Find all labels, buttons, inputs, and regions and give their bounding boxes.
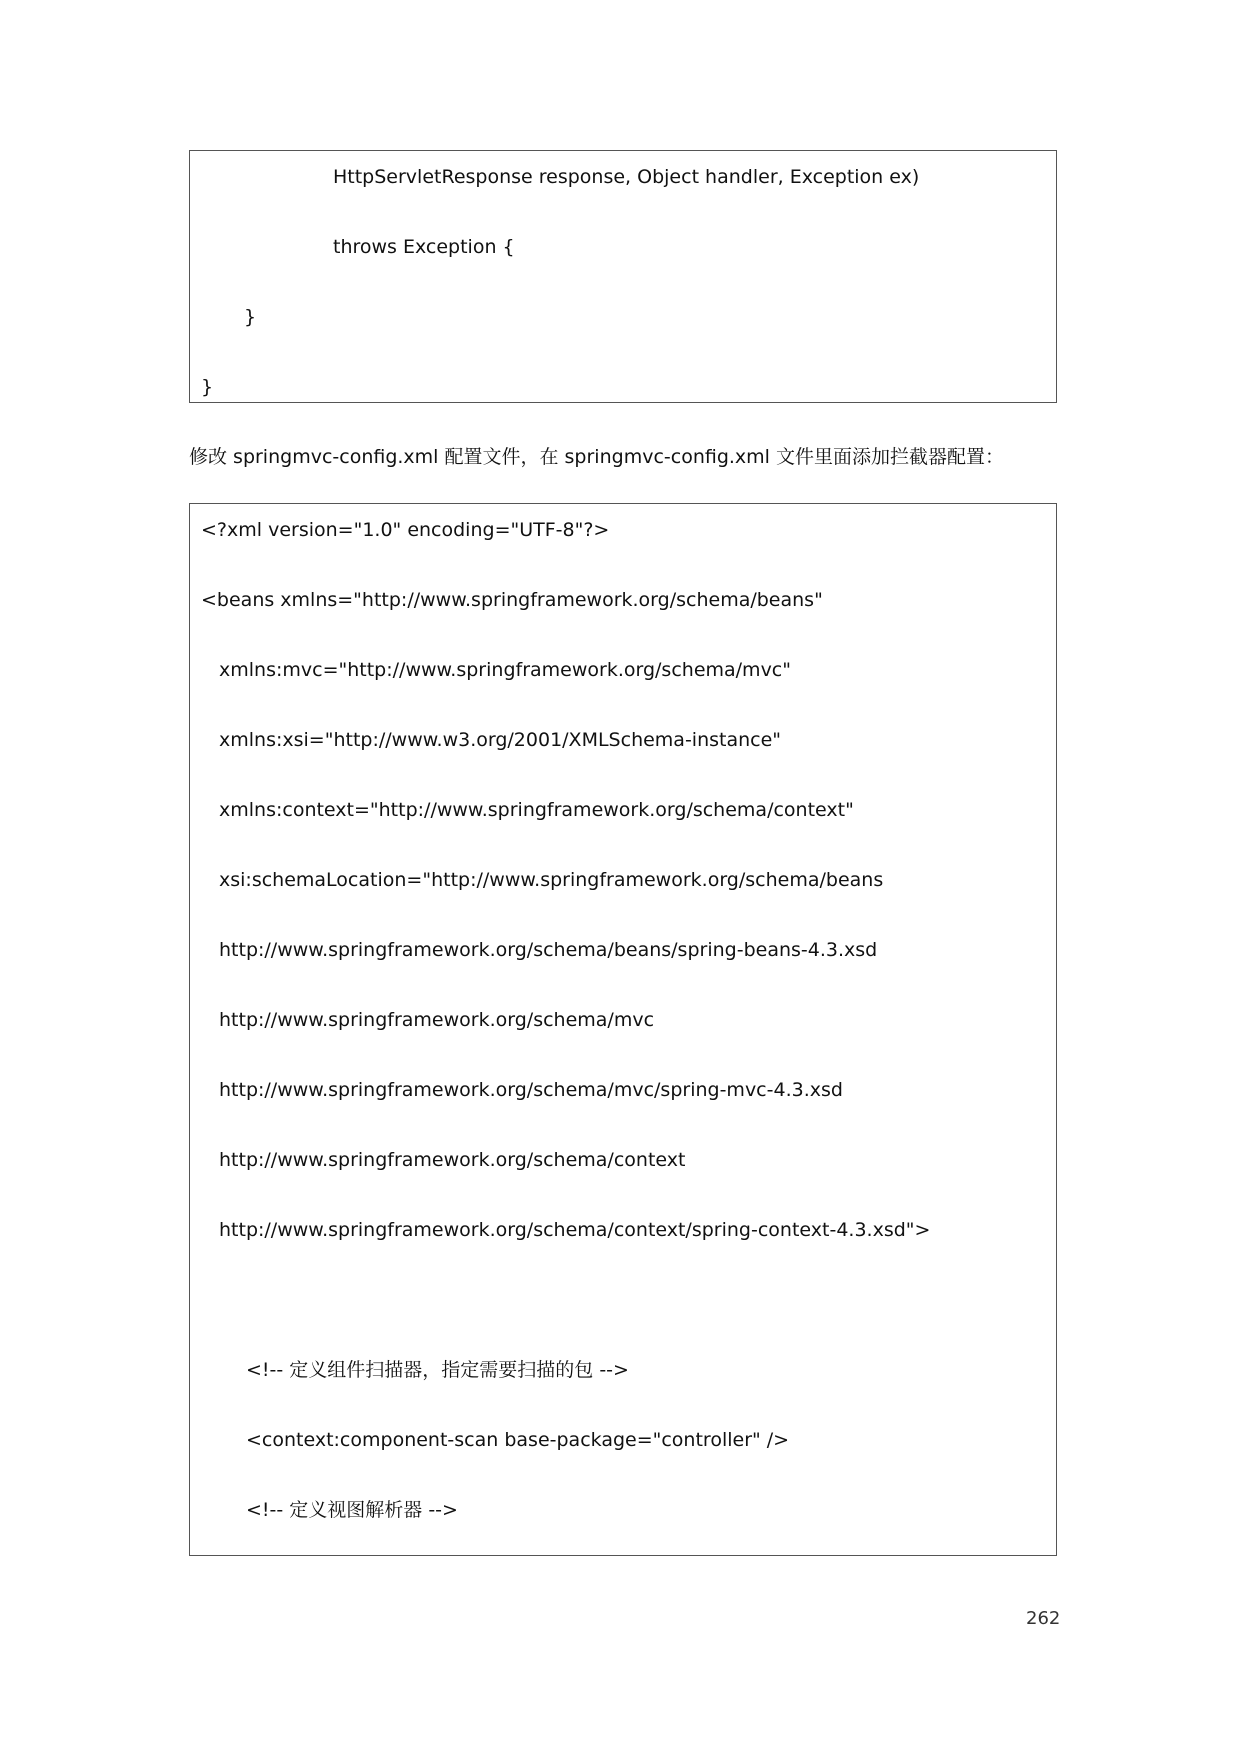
- code-line: throws Exception {: [333, 236, 515, 258]
- code-line: xmlns:context="http://www.springframework.org/schema/context": [219, 799, 854, 821]
- code-line: <beans xmlns="http://www.springframework.org/schema/beans": [201, 589, 823, 611]
- code-line: <context:component-scan base-package="controller" />: [246, 1429, 790, 1451]
- code-line: http://www.springframework.org/schema/beans/spring-beans-4.3.xsd: [219, 939, 878, 961]
- code-line: }: [201, 376, 214, 398]
- code-block-java: [189, 150, 1057, 403]
- code-line: xsi:schemaLocation="http://www.springframework.org/schema/beans: [219, 869, 884, 891]
- page-number: 262: [1026, 1608, 1061, 1629]
- code-line: http://www.springframework.org/schema/context: [219, 1149, 686, 1171]
- code-comment: <!-- 定义视图解析器 -->: [246, 1499, 458, 1521]
- code-line: xmlns:xsi="http://www.w3.org/2001/XMLSchema-instance": [219, 729, 782, 751]
- code-line: http://www.springframework.org/schema/mvc/spring-mvc-4.3.xsd: [219, 1079, 843, 1101]
- code-line: xmlns:mvc="http://www.springframework.org/schema/mvc": [219, 659, 791, 681]
- code-block-xml: [189, 503, 1057, 1556]
- code-line: }: [244, 306, 257, 328]
- code-line: http://www.springframework.org/schema/mvc: [219, 1009, 655, 1031]
- code-line: <?xml version="1.0" encoding="UTF-8"?>: [201, 519, 610, 541]
- code-line: HttpServletResponse response, Object handler, Exception ex): [333, 166, 920, 188]
- instruction-paragraph: 修改 springmvc-config.xml 配置文件，在 springmvc-config.xml 文件里面添加拦截器配置：: [189, 446, 1004, 468]
- code-comment: <!-- 定义组件扫描器，指定需要扫描的包 -->: [246, 1359, 629, 1381]
- code-line: http://www.springframework.org/schema/context/spring-context-4.3.xsd">: [219, 1219, 931, 1241]
